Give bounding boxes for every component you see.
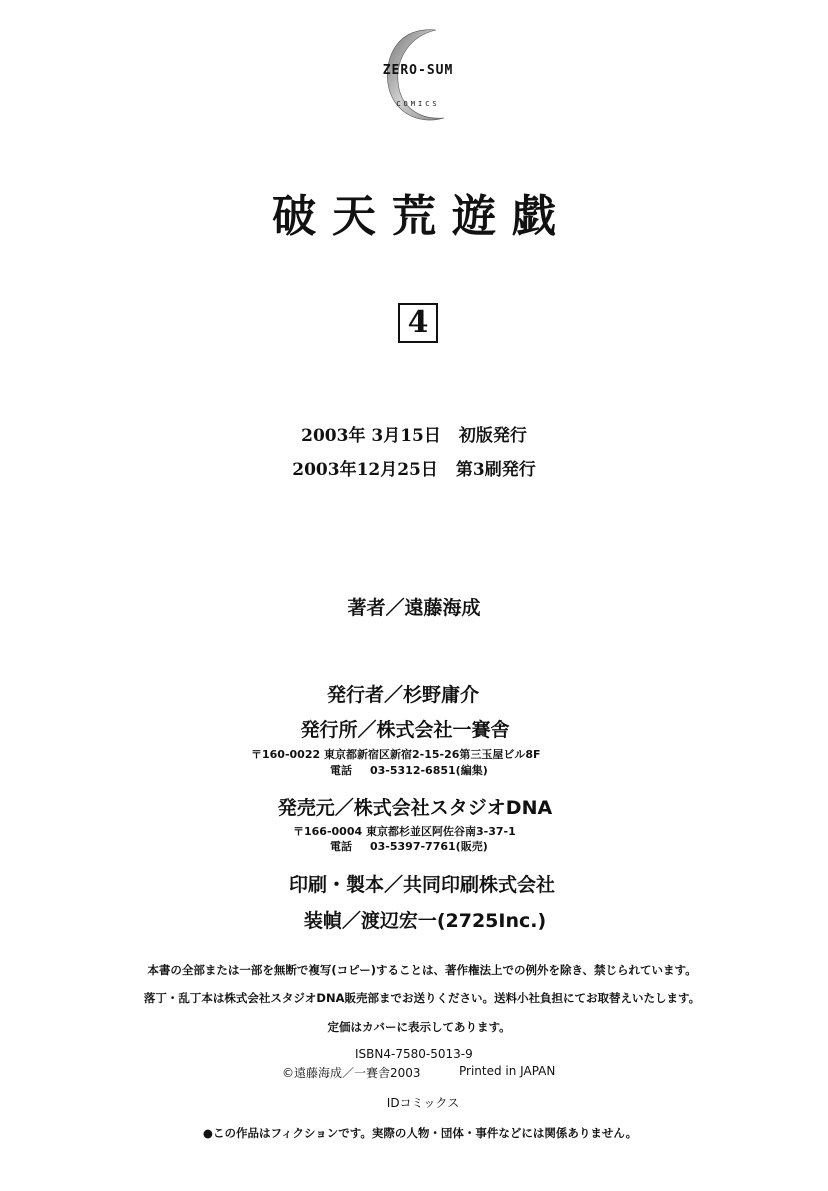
distributor-tel-number: 03-5397-7761(販売) — [370, 840, 488, 853]
date-line-2 — [0, 455, 828, 480]
volume-box — [398, 303, 438, 343]
replacement-notice: 落丁・乱丁本は株式会社スタジオDNA販売部までお送りください。送料小社負担にてお取替えいたします。 — [143, 991, 701, 1005]
author-credit: 著者／遠藤海成 — [347, 597, 481, 619]
publisher-person: 発行者／杉野庸介 — [326, 684, 479, 706]
fiction-notice: ●この作品はフィクションです。実際の人物・団体・事件などには関係ありません。 — [202, 1126, 638, 1140]
copyright-notice: 本書の全部または一部を無断で複写(コピー)することは、著作権法上での例外を除き、禁じられています。 — [147, 963, 697, 977]
publisher-tel-number: 03-5312-6851(編集) — [370, 764, 488, 777]
date-2: 2003年12月25日 — [292, 460, 438, 480]
distributor-tel-label: 電話 — [330, 840, 352, 853]
volume-number: 4 — [407, 305, 429, 340]
imprint: IDコミックス — [386, 1096, 460, 1110]
publisher-tel-label: 電話 — [330, 764, 352, 777]
price-notice: 定価はカバーに表示してあります。 — [327, 1020, 511, 1034]
printing-credit: 印刷・製本／共同印刷株式会社 — [288, 874, 555, 896]
printed-in: Printed in JAPAN — [459, 1064, 556, 1078]
date-line-1 — [0, 421, 828, 446]
publisher-address: 〒160-0022 東京都新宿区新宿2-15-26第三玉屋ビル8F — [251, 748, 541, 761]
distributor-address: 〒166-0004 東京都杉並区阿佐谷南3-37-1 — [293, 825, 516, 838]
copyright-line: ©遠藤海成／一賽舎2003 — [282, 1066, 421, 1080]
book-title: 破天荒遊戯 — [272, 191, 572, 242]
distributor-label: 発売元／株式会社スタジオDNA — [277, 797, 553, 819]
publisher-tel — [330, 762, 488, 778]
design-credit: 装幀／渡辺宏一(2725Inc.) — [303, 910, 547, 932]
event-1: 初版発行 — [458, 426, 527, 446]
event-2: 第3刷発行 — [455, 460, 536, 480]
publisher-label: 発行所／株式会社一賽舎 — [300, 719, 510, 741]
isbn: ISBN4-7580-5013-9 — [355, 1047, 473, 1061]
distributor-tel — [330, 838, 488, 854]
date-1: 2003年 3月15日 — [301, 426, 441, 446]
logo-name: ZERO-SUM — [382, 63, 454, 78]
logo-sub: COMICS — [396, 100, 440, 108]
zero-sum-comics-logo — [378, 22, 458, 127]
